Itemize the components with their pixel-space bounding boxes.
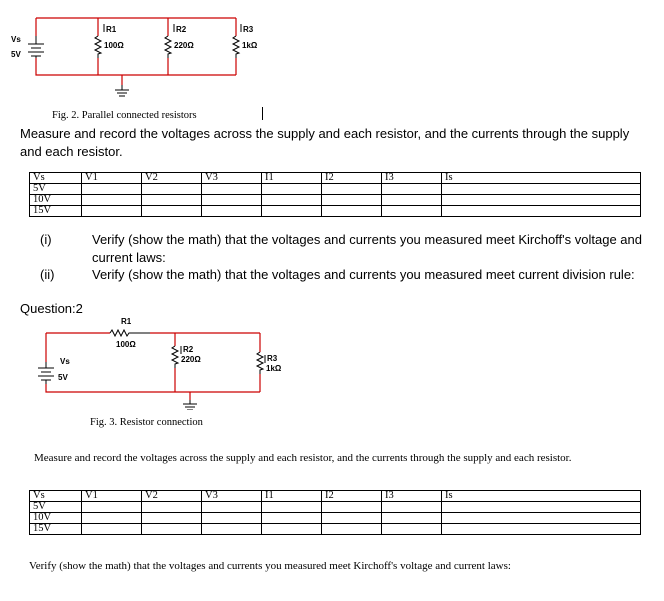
header-v3: V3 — [202, 173, 262, 184]
text-cursor — [262, 107, 263, 120]
question2-heading: Question:2 — [20, 301, 83, 316]
table-cell — [82, 513, 142, 524]
table-cell — [142, 184, 202, 195]
row-label: 5V — [30, 502, 82, 513]
fig2-battery-symbol — [28, 36, 44, 58]
table-cell — [322, 195, 382, 206]
section2-instruction: Measure and record the voltages across the supply and each resistor, and the currents through the supply and each resistor. — [34, 452, 572, 464]
header-i2: I2 — [322, 173, 382, 184]
table-cell — [382, 502, 442, 513]
fig2-vs-label: Vs — [11, 35, 21, 44]
fig2-r2-label: R2 — [176, 25, 187, 34]
fig3-vs-value: 5V — [58, 373, 68, 382]
fig2-r1-label: R1 — [106, 25, 117, 34]
table-cell — [382, 524, 442, 535]
table-cell — [202, 195, 262, 206]
table-cell — [142, 206, 202, 217]
fig3-caption: Fig. 3. Resistor connection — [90, 417, 203, 428]
fig3-ground-symbol — [183, 400, 197, 410]
header-is: Is — [442, 173, 641, 184]
fig2-circuit-diagram — [0, 0, 330, 100]
section1-instruction: Measure and record the voltages across the supply and each resistor, and the currents through the supply and each resistor. — [20, 126, 630, 159]
fig3-battery-symbol — [38, 362, 54, 384]
fig2-r1-symbol — [95, 36, 101, 58]
table-cell — [382, 195, 442, 206]
fig2-r2-symbol — [165, 36, 171, 58]
item-ii-text: Verify (show the math) that the voltages and currents you measured meet current division rule: — [92, 267, 635, 282]
table-cell — [262, 195, 322, 206]
fig3-r2-symbol — [172, 346, 178, 368]
table-cell — [82, 195, 142, 206]
table-cell — [262, 502, 322, 513]
header-i1: I1 — [262, 173, 322, 184]
table-row — [30, 195, 641, 206]
row-label: 5V — [30, 184, 82, 195]
table-cell — [262, 184, 322, 195]
table-cell — [322, 502, 382, 513]
item-ii-marker: (ii) — [40, 267, 55, 282]
table-cell — [382, 184, 442, 195]
table-header-row — [30, 491, 641, 502]
table-cell — [82, 502, 142, 513]
table-row — [30, 513, 641, 524]
table-cell — [202, 513, 262, 524]
table-cell — [442, 524, 641, 535]
table-cell — [82, 524, 142, 535]
table-cell — [382, 513, 442, 524]
fig2-vs-value: 5V — [11, 50, 21, 59]
table-cell — [442, 184, 641, 195]
table-header-row — [30, 173, 641, 184]
fig3-r3-value: 1kΩ — [266, 364, 282, 373]
table-cell — [262, 513, 322, 524]
item-i-text: Verify (show the math) that the voltages and currents you measured meet Kirchoff's voltage and current laws: — [92, 232, 642, 265]
header-i3: I3 — [382, 173, 442, 184]
table-cell — [202, 184, 262, 195]
header-v1: V1 — [82, 491, 142, 502]
table-cell — [82, 206, 142, 217]
table-cell — [442, 513, 641, 524]
table-cell — [322, 513, 382, 524]
fig3-r3-symbol — [257, 352, 263, 374]
header-vs: Vs — [30, 173, 82, 184]
header-i2: I2 — [322, 491, 382, 502]
header-i3: I3 — [382, 491, 442, 502]
table-row — [30, 524, 641, 535]
header-i1: I1 — [262, 491, 322, 502]
fig2-ground-symbol — [115, 85, 129, 96]
fig2-r1-value: 100Ω — [104, 41, 124, 50]
fig2-r3-label: R3 — [243, 25, 254, 34]
section2-table — [29, 490, 641, 535]
table-row — [30, 184, 641, 195]
header-v2: V2 — [142, 173, 202, 184]
table-cell — [142, 524, 202, 535]
header-v3: V3 — [202, 491, 262, 502]
table-cell — [262, 206, 322, 217]
table-cell — [142, 513, 202, 524]
table-cell — [142, 502, 202, 513]
table-row — [30, 502, 641, 513]
table-row — [30, 206, 641, 217]
table-cell — [322, 524, 382, 535]
fig2-r3-symbol — [233, 36, 239, 58]
header-is: Is — [442, 491, 641, 502]
row-label: 15V — [30, 206, 82, 217]
fig3-circuit-diagram — [0, 310, 330, 410]
header-v2: V2 — [142, 491, 202, 502]
header-vs: Vs — [30, 491, 82, 502]
row-label: 10V — [30, 513, 82, 524]
row-label: 15V — [30, 524, 82, 535]
table-cell — [322, 206, 382, 217]
fig3-r3-label: R3 — [267, 354, 278, 363]
fig2-r2-value: 220Ω — [174, 41, 194, 50]
fig2-r3-value: 1kΩ — [242, 41, 258, 50]
table-cell — [442, 195, 641, 206]
table-cell — [202, 524, 262, 535]
table-cell — [442, 206, 641, 217]
table-cell — [82, 184, 142, 195]
table-cell — [202, 206, 262, 217]
fig3-r1-value: 100Ω — [116, 340, 136, 349]
table-cell — [202, 502, 262, 513]
section1-table — [29, 172, 641, 217]
table-cell — [262, 524, 322, 535]
header-v1: V1 — [82, 173, 142, 184]
fig3-r1-label: R1 — [121, 317, 132, 326]
section2-verify-text: Verify (show the math) that the voltages and currents you measured meet Kirchoff's voltage and current laws: — [29, 560, 511, 572]
fig2-caption: Fig. 2. Parallel connected resistors — [52, 110, 197, 121]
fig3-r2-label: R2 — [183, 345, 194, 354]
table-cell — [442, 502, 641, 513]
table-cell — [382, 206, 442, 217]
fig3-r1-symbol — [110, 330, 150, 336]
table-cell — [322, 184, 382, 195]
table-cell — [142, 195, 202, 206]
fig3-r2-value: 220Ω — [181, 355, 201, 364]
row-label: 10V — [30, 195, 82, 206]
fig3-vs-label: Vs — [60, 357, 70, 366]
item-i-marker: (i) — [40, 232, 52, 247]
